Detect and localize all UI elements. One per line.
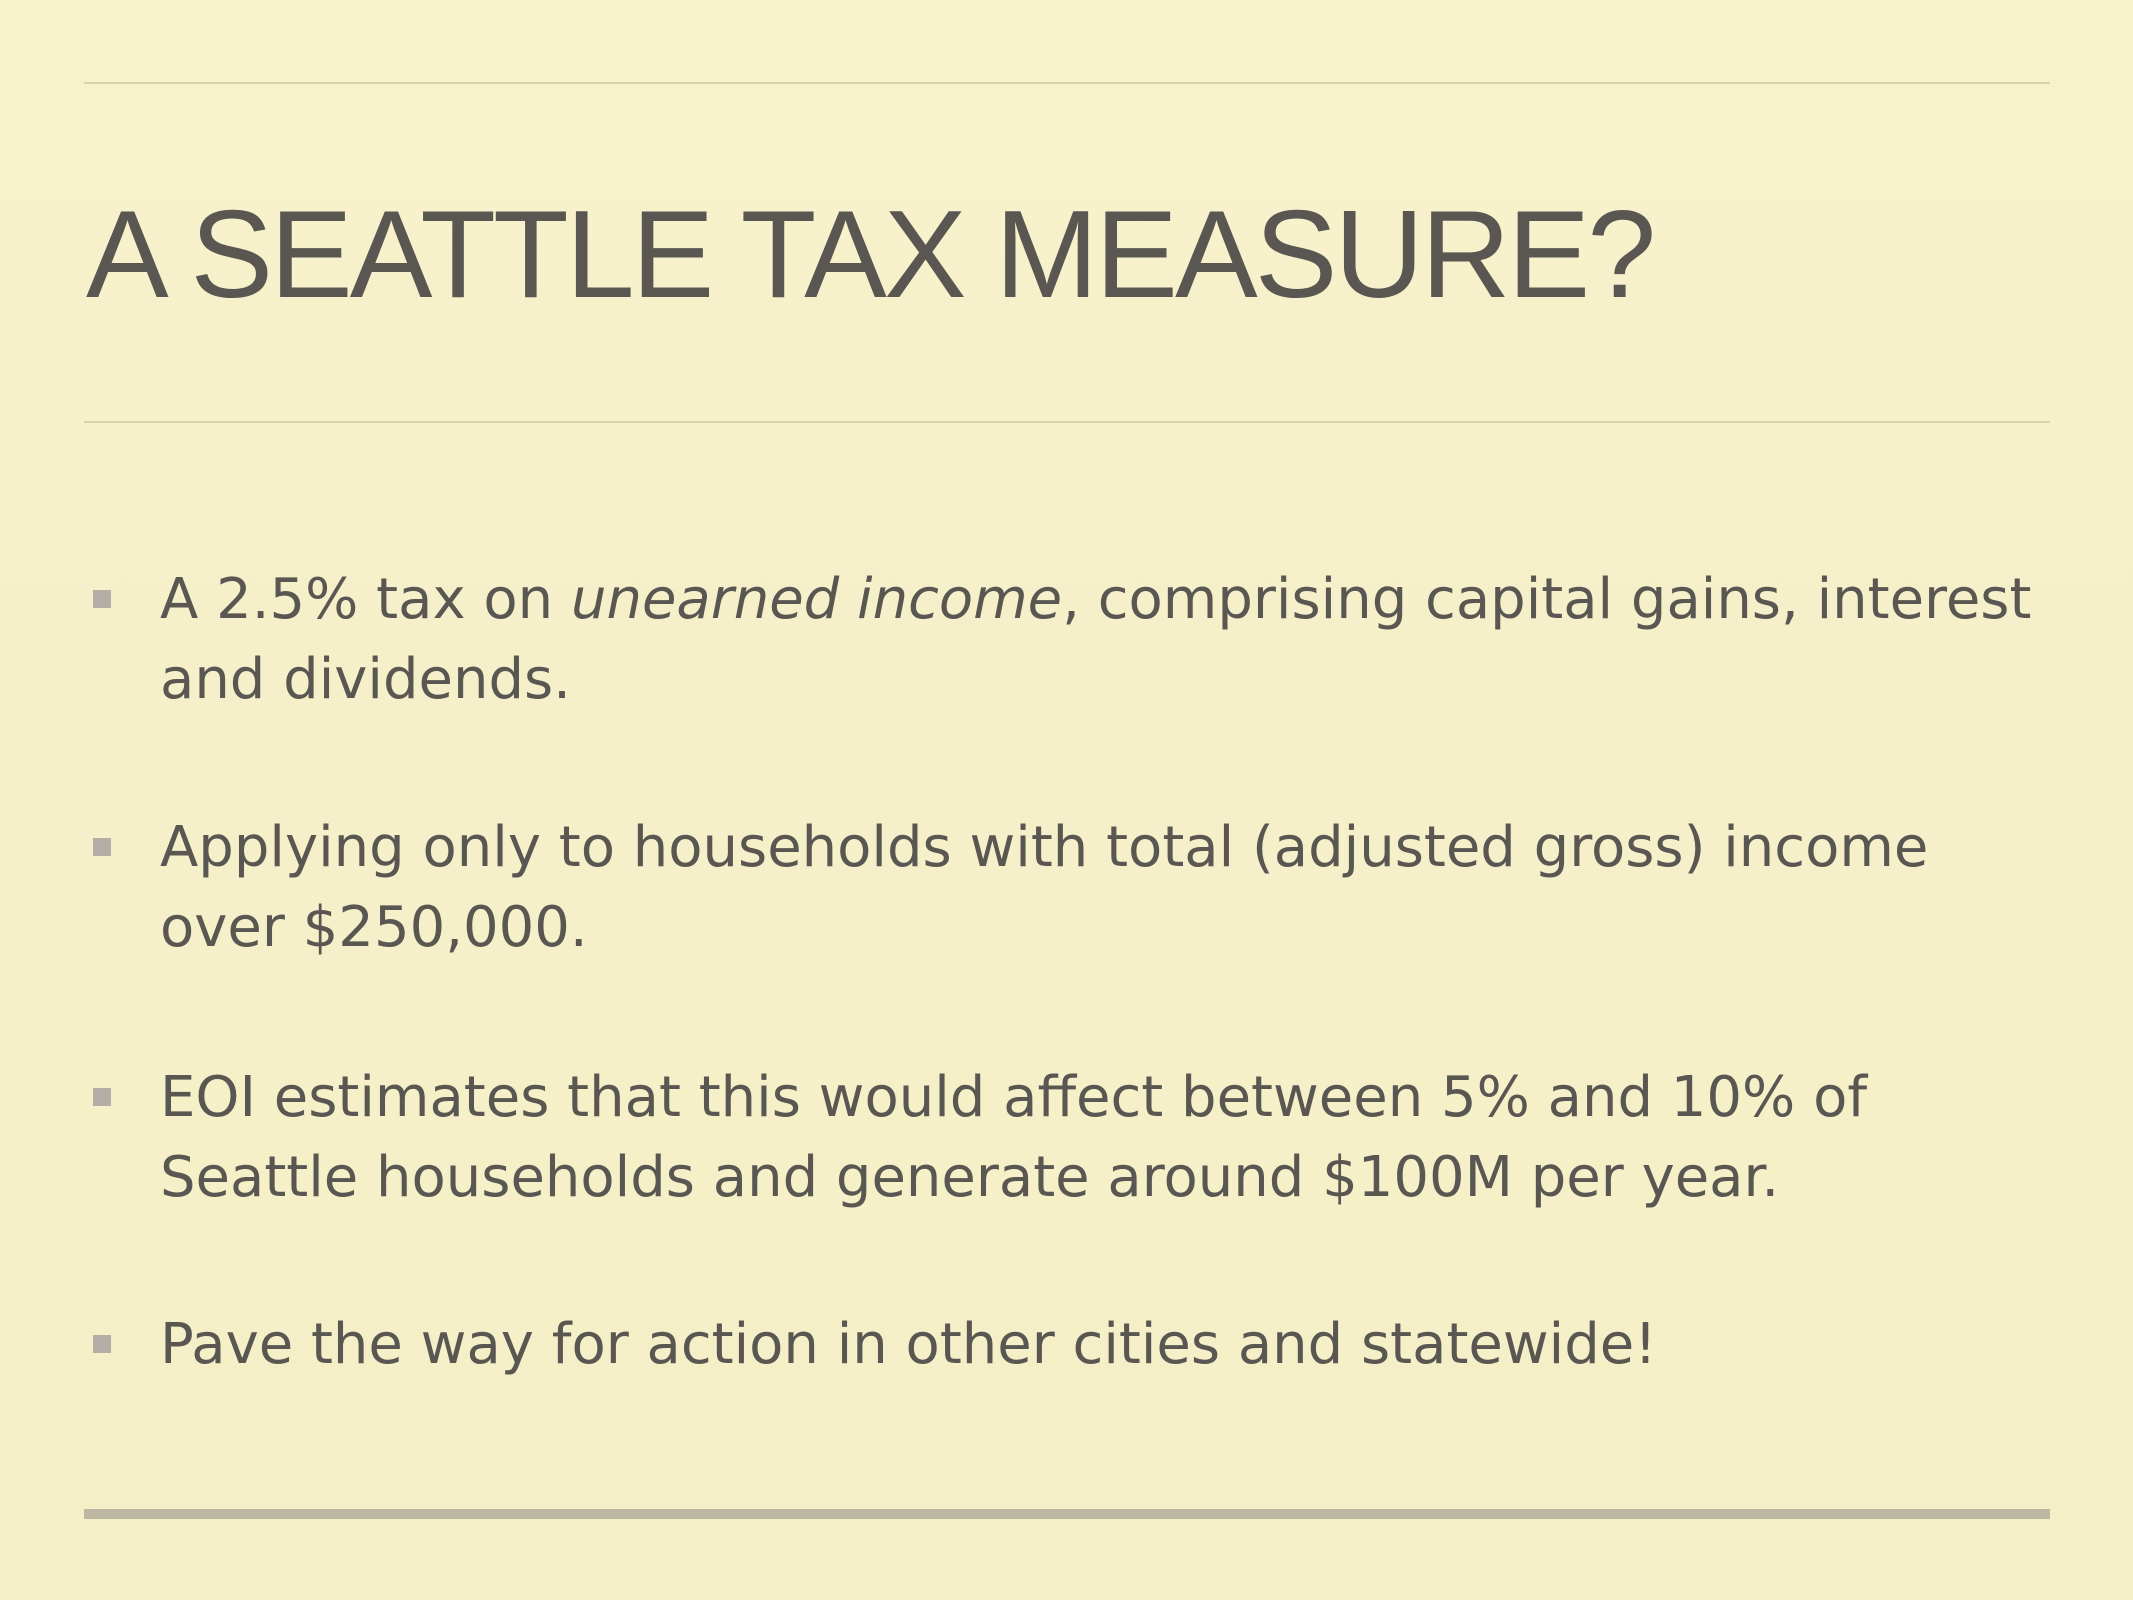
bullet-text-1 (160, 560, 2040, 720)
bottom-bar (84, 1509, 2050, 1519)
square-bullet-icon (93, 1335, 111, 1353)
bullet-text-3: EOI estimates that this would affect between 5% and 10% of Seattle households and generate around $100M per year. (160, 1065, 1868, 1210)
slide-title: A SEATTLE TAX MEASURE? (86, 186, 1654, 324)
title-divider (84, 421, 2050, 423)
square-bullet-icon (93, 590, 111, 608)
bullet-text-2: Applying only to households with total (adjusted gross) income over $250,000. (160, 815, 1929, 960)
square-bullet-icon (93, 1088, 111, 1106)
bullet-text-1-emphasis: unearned income (570, 567, 1063, 632)
bullet-text-1-part-1: A 2.5% tax on (160, 567, 571, 632)
square-bullet-icon (93, 838, 111, 856)
bullet-text-1-part-2: , comprising capital gains, interest and dividends. (160, 567, 2032, 712)
top-divider (84, 82, 2050, 84)
bullet-text-4: Pave the way for action in other cities and statewide! (160, 1312, 1657, 1377)
